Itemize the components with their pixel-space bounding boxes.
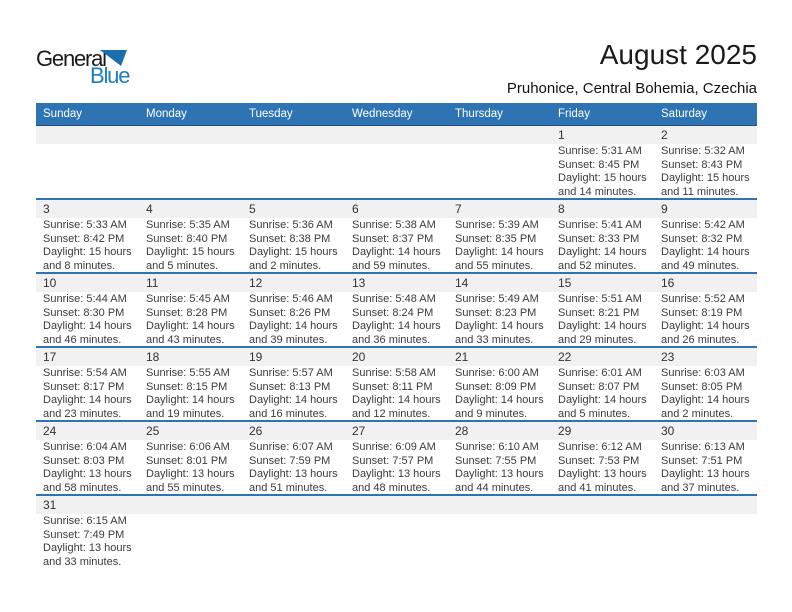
daylight-text: and 14 minutes.	[558, 185, 637, 198]
day-cell	[654, 366, 757, 420]
sunrise-text: Sunrise: 5:51 AM	[558, 293, 642, 305]
day-cell	[448, 366, 551, 420]
sunrise-text: Sunrise: 6:15 AM	[43, 515, 127, 527]
daylight-text: Daylight: 14 hours	[558, 246, 647, 258]
daylight-text: Daylight: 15 hours	[558, 172, 647, 184]
day-number-band	[36, 348, 757, 366]
daylight-text: and 46 minutes.	[43, 333, 122, 346]
daylight-text: and 55 minutes.	[455, 259, 534, 272]
sunset-text: Sunset: 8:15 PM	[146, 380, 228, 393]
sunset-text: Sunset: 8:21 PM	[558, 306, 640, 319]
daylight-text: Daylight: 14 hours	[661, 246, 750, 258]
week-body	[36, 218, 757, 272]
sunset-text: Sunset: 8:42 PM	[43, 232, 125, 245]
weekday-header-wednesday: Wednesday	[352, 108, 413, 120]
calendar-body	[36, 126, 757, 568]
logo-text-general: General	[36, 46, 106, 71]
daylight-text: Daylight: 14 hours	[249, 320, 338, 332]
empty-day-number	[448, 126, 551, 144]
sunrise-text: Sunrise: 5:49 AM	[455, 293, 539, 305]
sunset-text: Sunset: 8:11 PM	[352, 380, 433, 393]
day-number: 11	[146, 276, 159, 290]
day-number-band	[36, 496, 757, 514]
day-number-band	[36, 274, 757, 292]
sunset-text: Sunset: 8:28 PM	[146, 306, 228, 319]
weekday-header-saturday: Saturday	[661, 108, 708, 120]
sunset-text: Sunset: 8:09 PM	[455, 380, 537, 393]
week-body	[36, 440, 757, 494]
sunrise-text: Sunrise: 5:38 AM	[352, 219, 436, 231]
sunset-text: Sunset: 8:17 PM	[43, 380, 125, 393]
daylight-text: Daylight: 15 hours	[146, 246, 235, 258]
day-number: 9	[661, 202, 668, 216]
weekday-header-row	[36, 103, 757, 126]
day-cell	[139, 440, 242, 494]
daylight-text: Daylight: 14 hours	[249, 394, 338, 406]
sunset-text: Sunset: 8:45 PM	[558, 158, 640, 171]
daylight-text: Daylight: 14 hours	[558, 394, 647, 406]
day-number: 5	[249, 202, 256, 216]
sunset-text: Sunset: 8:26 PM	[249, 306, 331, 319]
daylight-text: and 58 minutes.	[43, 481, 122, 494]
day-number: 12	[249, 276, 263, 290]
day-number: 1	[558, 128, 565, 142]
sunset-text: Sunset: 8:07 PM	[558, 380, 640, 393]
daylight-text: and 52 minutes.	[558, 259, 637, 272]
sunrise-text: Sunrise: 6:06 AM	[146, 441, 230, 453]
sunset-text: Sunset: 8:37 PM	[352, 232, 434, 245]
day-cell	[242, 292, 345, 346]
day-number: 13	[352, 276, 366, 290]
sunrise-text: Sunrise: 5:48 AM	[352, 293, 436, 305]
month-title: August 2025	[599, 39, 757, 70]
sunset-text: Sunset: 8:33 PM	[558, 232, 640, 245]
daylight-text: and 51 minutes.	[249, 481, 328, 494]
daylight-text: Daylight: 13 hours	[661, 468, 750, 480]
sunset-text: Sunset: 8:40 PM	[146, 232, 228, 245]
sunrise-text: Sunrise: 5:44 AM	[43, 293, 127, 305]
daylight-text: and 33 minutes.	[455, 333, 534, 346]
sunset-text: Sunset: 8:32 PM	[661, 232, 743, 245]
empty-day-cell	[36, 144, 139, 198]
day-cell	[551, 440, 654, 494]
sunrise-text: Sunrise: 5:46 AM	[249, 293, 333, 305]
daylight-text: Daylight: 13 hours	[352, 468, 441, 480]
day-number: 20	[352, 350, 366, 364]
daylight-text: Daylight: 14 hours	[146, 394, 235, 406]
empty-day-number	[654, 496, 757, 514]
day-number: 24	[43, 424, 57, 438]
daylight-text: and 19 minutes.	[146, 407, 225, 420]
sunset-text: Sunset: 7:49 PM	[43, 528, 125, 541]
daylight-text: and 8 minutes.	[43, 259, 116, 272]
day-cell	[551, 144, 654, 198]
day-number: 2	[661, 128, 668, 142]
week-row	[36, 420, 757, 494]
day-number-band	[36, 200, 757, 218]
week-body	[36, 514, 757, 568]
empty-day-number	[242, 126, 345, 144]
day-number-band	[36, 126, 757, 144]
sunset-text: Sunset: 8:35 PM	[455, 232, 537, 245]
day-number: 18	[146, 350, 160, 364]
daylight-text: and 2 minutes.	[661, 407, 734, 420]
empty-day-number	[345, 126, 448, 144]
location-subtitle: Pruhonice, Central Bohemia, Czechia	[506, 80, 757, 97]
daylight-text: and 39 minutes.	[249, 333, 328, 346]
sunrise-text: Sunrise: 6:00 AM	[455, 367, 539, 379]
daylight-text: and 37 minutes.	[661, 481, 740, 494]
day-cell	[654, 440, 757, 494]
sunrise-text: Sunrise: 5:42 AM	[661, 219, 745, 231]
general-blue-logo	[36, 48, 136, 94]
empty-day-number	[242, 496, 345, 514]
daylight-text: Daylight: 13 hours	[43, 468, 132, 480]
logo-text-blue: Blue	[90, 63, 130, 88]
daylight-text: Daylight: 13 hours	[249, 468, 338, 480]
daylight-text: Daylight: 14 hours	[661, 394, 750, 406]
daylight-text: Daylight: 14 hours	[455, 394, 544, 406]
sunset-text: Sunset: 8:30 PM	[43, 306, 125, 319]
empty-day-number	[345, 496, 448, 514]
empty-day-cell	[345, 144, 448, 198]
daylight-text: and 11 minutes.	[661, 185, 739, 198]
day-cell	[551, 366, 654, 420]
sunset-text: Sunset: 8:43 PM	[661, 158, 743, 171]
sunrise-text: Sunrise: 6:04 AM	[43, 441, 127, 453]
daylight-text: and 12 minutes.	[352, 407, 431, 420]
sunset-text: Sunset: 7:55 PM	[455, 454, 537, 467]
sunset-text: Sunset: 8:24 PM	[352, 306, 434, 319]
sunrise-text: Sunrise: 6:03 AM	[661, 367, 745, 379]
daylight-text: and 41 minutes.	[558, 481, 637, 494]
weekday-header-friday: Friday	[558, 108, 590, 120]
daylight-text: and 44 minutes.	[455, 481, 534, 494]
week-row	[36, 126, 757, 198]
sunset-text: Sunset: 8:23 PM	[455, 306, 537, 319]
sunset-text: Sunset: 7:57 PM	[352, 454, 434, 467]
day-cell	[345, 218, 448, 272]
daylight-text: Daylight: 14 hours	[352, 246, 441, 258]
sunset-text: Sunset: 7:53 PM	[558, 454, 640, 467]
daylight-text: Daylight: 14 hours	[146, 320, 235, 332]
daylight-text: Daylight: 15 hours	[661, 172, 750, 184]
day-cell	[654, 144, 757, 198]
day-number: 7	[455, 202, 462, 216]
empty-day-cell	[139, 514, 242, 568]
week-body	[36, 366, 757, 420]
day-cell	[242, 440, 345, 494]
sunrise-text: Sunrise: 6:10 AM	[455, 441, 539, 453]
day-cell	[448, 218, 551, 272]
empty-day-number	[139, 496, 242, 514]
daylight-text: and 5 minutes.	[558, 407, 631, 420]
daylight-text: Daylight: 14 hours	[43, 320, 132, 332]
day-cell	[654, 218, 757, 272]
sunrise-text: Sunrise: 6:01 AM	[558, 367, 642, 379]
week-body	[36, 292, 757, 346]
sunrise-text: Sunrise: 6:07 AM	[249, 441, 333, 453]
daylight-text: and 48 minutes.	[352, 481, 431, 494]
sunset-text: Sunset: 7:51 PM	[661, 454, 743, 467]
day-number-band	[36, 422, 757, 440]
day-number: 26	[249, 424, 263, 438]
day-number: 22	[558, 350, 572, 364]
daylight-text: and 49 minutes.	[661, 259, 740, 272]
sunrise-text: Sunrise: 5:35 AM	[146, 219, 230, 231]
sunrise-text: Sunrise: 6:13 AM	[661, 441, 745, 453]
day-number: 6	[352, 202, 359, 216]
daylight-text: and 26 minutes.	[661, 333, 740, 346]
daylight-text: Daylight: 14 hours	[661, 320, 750, 332]
sunset-text: Sunset: 8:05 PM	[661, 380, 743, 393]
sunset-text: Sunset: 8:38 PM	[249, 232, 331, 245]
daylight-text: Daylight: 14 hours	[352, 394, 441, 406]
day-number: 16	[661, 276, 675, 290]
daylight-text: Daylight: 14 hours	[455, 246, 544, 258]
daylight-text: Daylight: 13 hours	[558, 468, 647, 480]
day-cell	[551, 218, 654, 272]
calendar-table	[36, 103, 757, 568]
empty-day-cell	[242, 144, 345, 198]
daylight-text: and 33 minutes.	[43, 555, 122, 568]
day-cell	[242, 366, 345, 420]
day-number: 29	[558, 424, 572, 438]
sunset-text: Sunset: 8:19 PM	[661, 306, 743, 319]
day-cell	[448, 292, 551, 346]
week-row	[36, 272, 757, 346]
day-number: 21	[455, 350, 469, 364]
sunrise-text: Sunrise: 5:54 AM	[43, 367, 127, 379]
daylight-text: Daylight: 13 hours	[43, 542, 132, 554]
day-number: 28	[455, 424, 469, 438]
day-cell	[345, 440, 448, 494]
sunrise-text: Sunrise: 6:12 AM	[558, 441, 642, 453]
day-number: 3	[43, 202, 50, 216]
daylight-text: Daylight: 14 hours	[455, 320, 544, 332]
sunrise-text: Sunrise: 5:33 AM	[43, 219, 127, 231]
day-cell	[654, 292, 757, 346]
weekday-header-thursday: Thursday	[455, 108, 503, 120]
daylight-text: and 59 minutes.	[352, 259, 431, 272]
sunrise-text: Sunrise: 5:31 AM	[558, 145, 642, 157]
day-cell	[551, 292, 654, 346]
sunset-text: Sunset: 8:03 PM	[43, 454, 125, 467]
day-number: 8	[558, 202, 565, 216]
day-cell	[36, 218, 139, 272]
empty-day-cell	[242, 514, 345, 568]
day-cell	[345, 366, 448, 420]
day-cell	[36, 514, 139, 568]
daylight-text: and 9 minutes.	[455, 407, 528, 420]
empty-day-cell	[448, 514, 551, 568]
daylight-text: Daylight: 13 hours	[146, 468, 235, 480]
daylight-text: and 5 minutes.	[146, 259, 219, 272]
day-cell	[36, 292, 139, 346]
week-row	[36, 198, 757, 272]
sunrise-text: Sunrise: 5:58 AM	[352, 367, 436, 379]
day-number: 30	[661, 424, 675, 438]
sunset-text: Sunset: 8:01 PM	[146, 454, 228, 467]
daylight-text: and 29 minutes.	[558, 333, 637, 346]
sunrise-text: Sunrise: 5:32 AM	[661, 145, 745, 157]
day-cell	[345, 292, 448, 346]
empty-day-cell	[654, 514, 757, 568]
day-number: 17	[43, 350, 57, 364]
sunrise-text: Sunrise: 6:09 AM	[352, 441, 436, 453]
day-cell	[139, 292, 242, 346]
day-cell	[139, 218, 242, 272]
empty-day-cell	[551, 514, 654, 568]
empty-day-number	[139, 126, 242, 144]
daylight-text: and 16 minutes.	[249, 407, 328, 420]
daylight-text: and 43 minutes.	[146, 333, 225, 346]
sunset-text: Sunset: 7:59 PM	[249, 454, 331, 467]
week-row	[36, 346, 757, 420]
day-number: 19	[249, 350, 263, 364]
week-row	[36, 494, 757, 568]
day-number: 31	[43, 498, 57, 512]
sunrise-text: Sunrise: 5:39 AM	[455, 219, 539, 231]
daylight-text: and 55 minutes.	[146, 481, 225, 494]
day-number: 23	[661, 350, 675, 364]
empty-day-cell	[448, 144, 551, 198]
day-cell	[36, 440, 139, 494]
week-body	[36, 144, 757, 198]
day-number: 27	[352, 424, 366, 438]
daylight-text: and 23 minutes.	[43, 407, 122, 420]
day-cell	[139, 366, 242, 420]
sunrise-text: Sunrise: 5:52 AM	[661, 293, 745, 305]
weekday-header-monday: Monday	[146, 108, 187, 120]
day-cell	[36, 366, 139, 420]
empty-day-number	[551, 496, 654, 514]
daylight-text: Daylight: 15 hours	[43, 246, 132, 258]
sunset-text: Sunset: 8:13 PM	[249, 380, 331, 393]
empty-day-cell	[139, 144, 242, 198]
empty-day-number	[36, 126, 139, 144]
weekday-header-sunday: Sunday	[43, 108, 83, 120]
daylight-text: and 36 minutes.	[352, 333, 431, 346]
sunrise-text: Sunrise: 5:45 AM	[146, 293, 230, 305]
empty-day-number	[448, 496, 551, 514]
day-cell	[242, 218, 345, 272]
daylight-text: Daylight: 14 hours	[43, 394, 132, 406]
daylight-text: Daylight: 14 hours	[558, 320, 647, 332]
daylight-text: Daylight: 15 hours	[249, 246, 338, 258]
sunrise-text: Sunrise: 5:55 AM	[146, 367, 230, 379]
weekday-header-tuesday: Tuesday	[249, 108, 293, 120]
day-number: 14	[455, 276, 469, 290]
sunrise-text: Sunrise: 5:57 AM	[249, 367, 333, 379]
day-cell	[448, 440, 551, 494]
day-number: 25	[146, 424, 160, 438]
daylight-text: Daylight: 14 hours	[352, 320, 441, 332]
daylight-text: Daylight: 13 hours	[455, 468, 544, 480]
daylight-text: and 2 minutes.	[249, 259, 322, 272]
sunrise-text: Sunrise: 5:36 AM	[249, 219, 333, 231]
day-number: 4	[146, 202, 153, 216]
day-number: 10	[43, 276, 57, 290]
empty-day-cell	[345, 514, 448, 568]
sunrise-text: Sunrise: 5:41 AM	[558, 219, 642, 231]
day-number: 15	[558, 276, 572, 290]
